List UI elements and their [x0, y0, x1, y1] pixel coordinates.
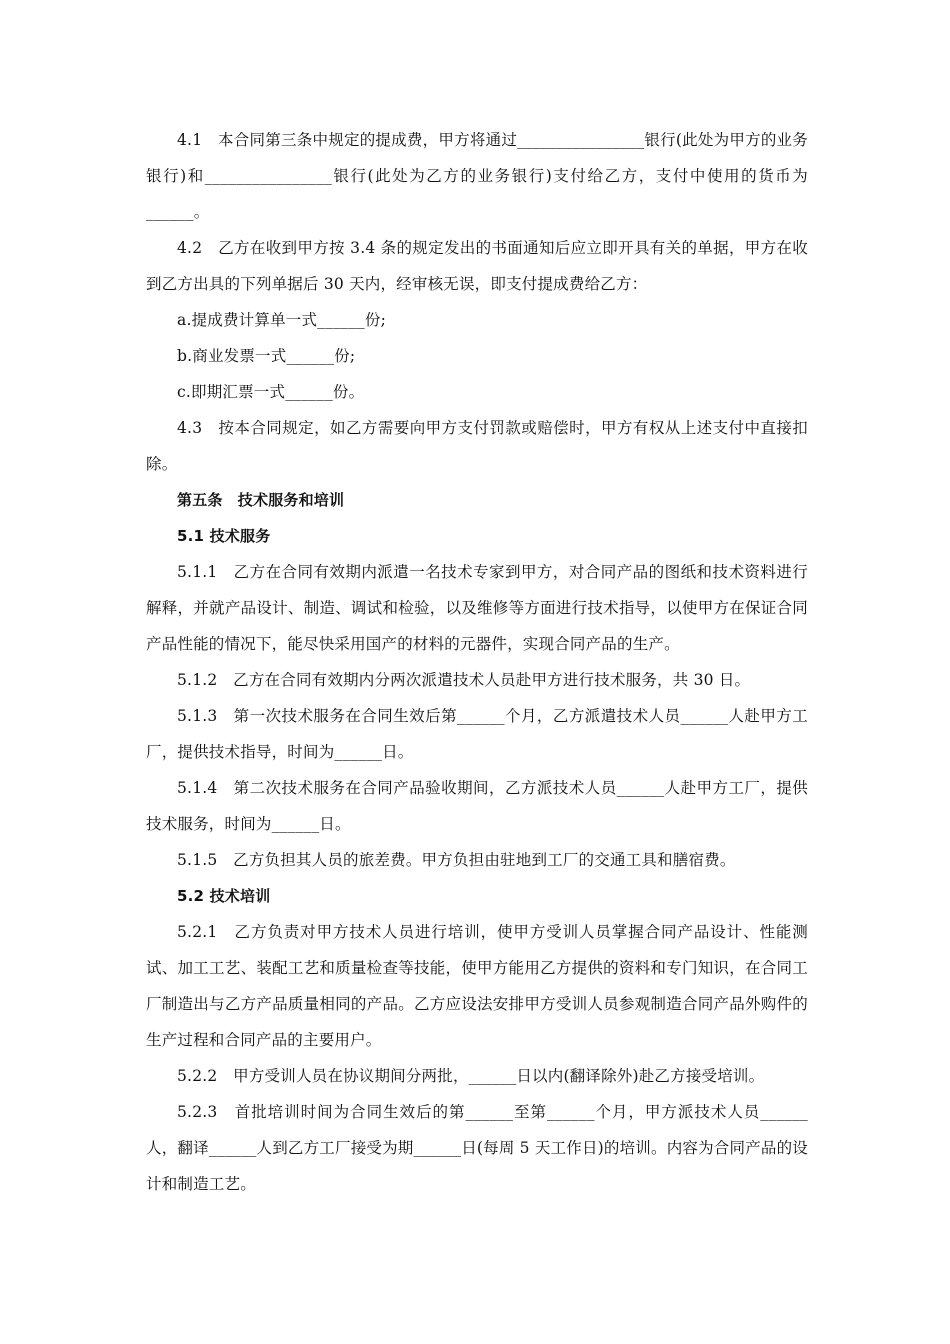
section-5-2-heading: 5.2 技术培训 — [177, 887, 271, 905]
clause-4-2: 4.2 乙方在收到甲方按 3.4 条的规定发出的书面通知后应立即开具有关的单据，甲方在收到乙方出具的下列单据后 30 天内，经审核无误，即支付提成费给乙方： — [146, 239, 808, 293]
clause-5-1-1: 5.1.1 乙方在合同有效期内派遣一名技术专家到甲方，对合同产品的图纸和技术资料进行解释，并就产品设计、制造、调试和检验，以及维修等方面进行技术指导，以使甲方在保证合同产品性能的情况下，能尽快采用国产的材料的元器件，实现合同产品的生产。 — [146, 563, 808, 653]
section-5-1-heading: 5.1 技术服务 — [177, 527, 271, 545]
clause-5-1-3: 5.1.3 第一次技术服务在合同生效后第______个月，乙方派遣技术人员______人赴甲方工厂，提供技术指导，时间为______日。 — [146, 707, 808, 761]
clause-4-3: 4.3 按本合同规定，如乙方需要向甲方支付罚款或赔偿时，甲方有权从上述支付中直接扣除。 — [146, 419, 808, 473]
clause-5-2-2: 5.2.2 甲方受训人员在协议期间分两批，______日以内(翻译除外)赴乙方接受培训。 — [177, 1067, 765, 1085]
article-5-heading: 第五条 技术服务和培训 — [177, 491, 345, 509]
clause-4-2-item-a: a.提成费计算单一式______份; — [177, 311, 386, 329]
clause-4-1: 4.1 本合同第三条中规定的提成费，甲方将通过________________银行(此处为甲方的业务银行)和________________银行(此处为乙方的业务银行)支付给乙方，支付中使用的货币为______。 — [146, 131, 808, 221]
clause-4-2-item-b: b.商业发票一式______份; — [177, 347, 356, 365]
clause-5-1-5: 5.1.5 乙方负担其人员的旅差费。甲方负担由驻地到工厂的交通工具和膳宿费。 — [177, 851, 736, 869]
document-body — [146, 122, 808, 1202]
clause-5-2-3: 5.2.3 首批培训时间为合同生效后的第______至第______个月，甲方派技术人员______人，翻译______人到乙方工厂接受为期______日(每周 5 天工作日)的培训。内容为合同产品的设计和制造工艺。 — [146, 1103, 809, 1193]
clause-4-2-item-c: c.即期汇票一式______份。 — [177, 383, 365, 401]
clause-5-1-4: 5.1.4 第二次技术服务在合同产品验收期间，乙方派技术人员______人赴甲方工厂，提供技术服务，时间为______日。 — [146, 779, 808, 833]
clause-5-1-2: 5.1.2 乙方在合同有效期内分两次派遣技术人员赴甲方进行技术服务，共 30 日。 — [177, 671, 751, 689]
clause-5-2-1: 5.2.1 乙方负责对甲方技术人员进行培训，使甲方受训人员掌握合同产品设计、性能测试、加工工艺、装配工艺和质量检查等技能，使甲方能用乙方提供的资料和专门知识，在合同工厂制造出与乙方产品质量相同的产品。乙方应设法安排甲方受训人员参观制造合同产品外购件的生产过程和合同产品的主要用户。 — [146, 923, 808, 1049]
